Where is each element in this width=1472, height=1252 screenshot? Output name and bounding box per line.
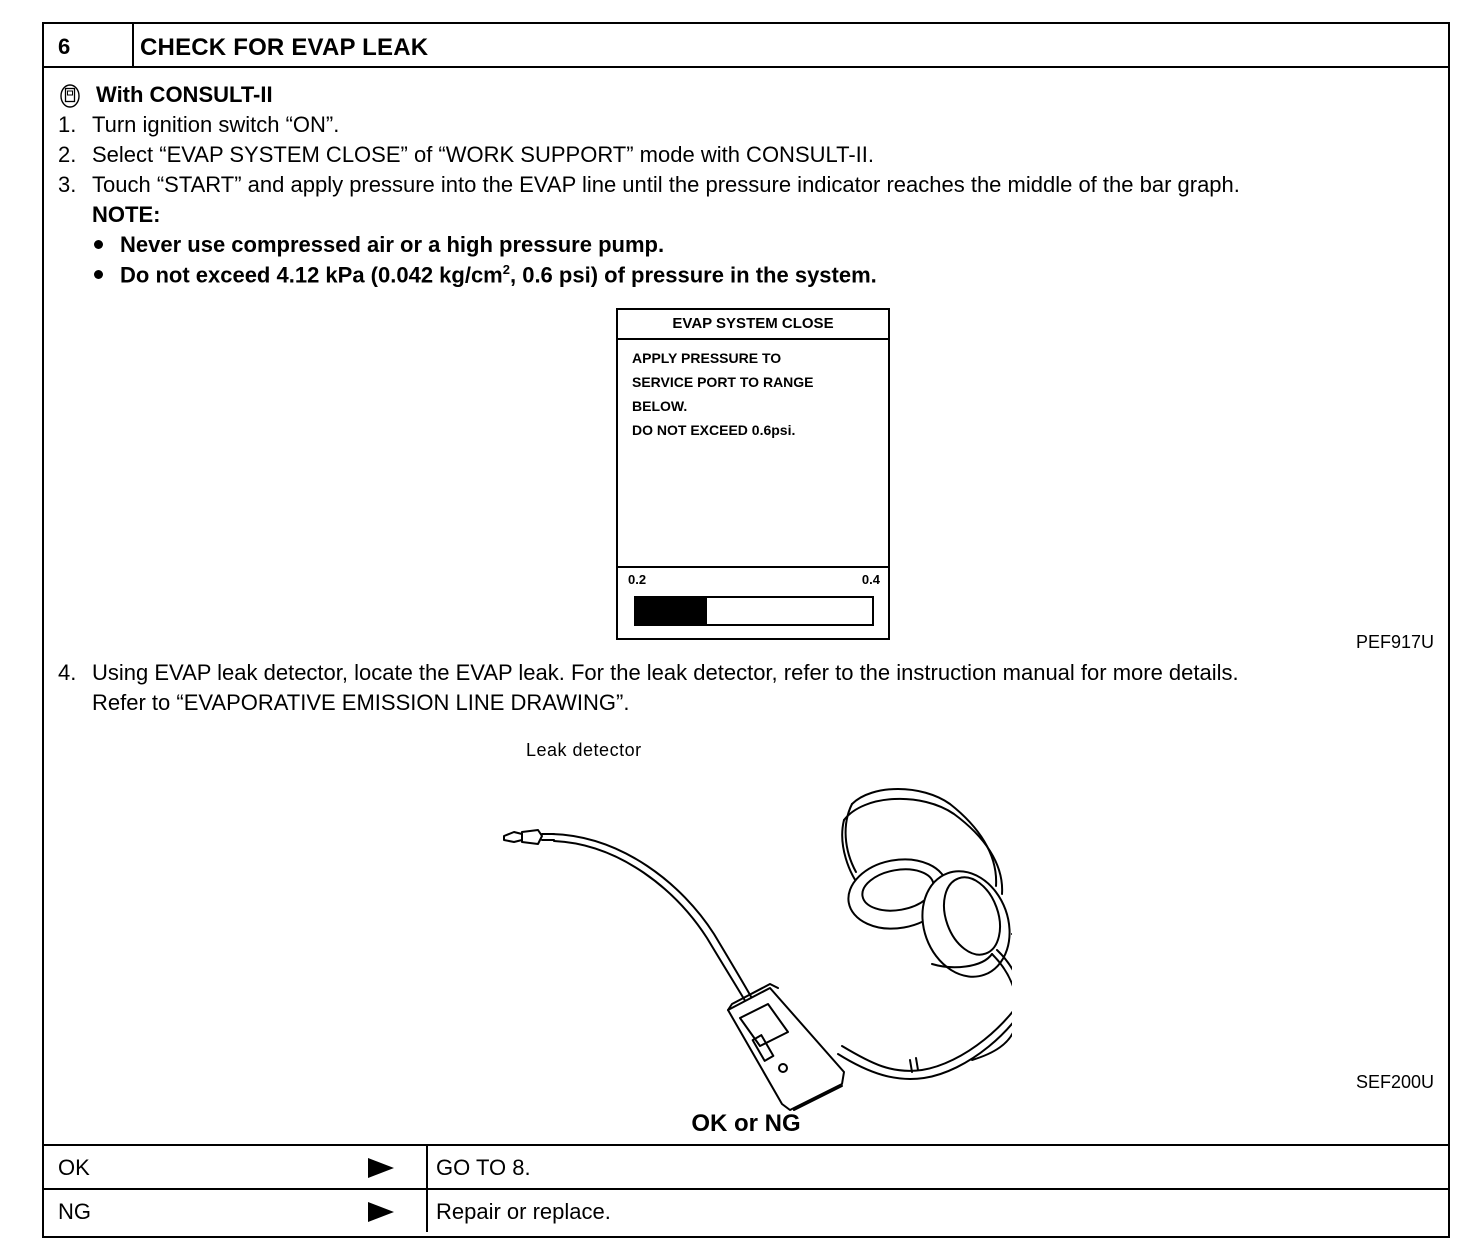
pressure-bar-graph (634, 596, 874, 626)
step-title: CHECK FOR EVAP LEAK (140, 34, 429, 61)
screen-title: EVAP SYSTEM CLOSE (618, 310, 888, 340)
result-label-ok: OK (58, 1155, 90, 1180)
scale-min: 0.2 (628, 572, 647, 587)
result-row-ng (44, 1188, 1448, 1232)
step-4-text: Using EVAP leak detector, locate the EVAP leak. For the leak detector, refer to the instruction manual for more details. (92, 660, 1239, 685)
row-divider (426, 1190, 428, 1232)
header-divider (132, 24, 134, 66)
note-bullet-1: Never use compressed air or a high pressure pump. (120, 232, 665, 257)
procedure-table (42, 22, 1450, 1238)
step-4-reference: Refer to “EVAPORATIVE EMISSION LINE DRAWING”. (92, 690, 630, 715)
step-number: 6 (58, 34, 71, 59)
screen-separator (618, 566, 888, 568)
figure-code-1: PEF917U (1355, 632, 1434, 652)
leak-detector-illustration (492, 774, 1012, 1114)
screen-line-1: APPLY PRESSURE TO (632, 350, 782, 366)
bullet-dot (94, 240, 103, 249)
pressure-bar-fill (636, 598, 707, 624)
step-header (44, 24, 1448, 68)
step-2-number: 2. (58, 142, 77, 167)
result-heading: OK or NG (691, 1110, 801, 1137)
step-2-text: Select “EVAP SYSTEM CLOSE” of “WORK SUPPORT” mode with CONSULT-II. (92, 142, 874, 167)
screen-line-4: DO NOT EXCEED 0.6psi. (632, 422, 796, 438)
result-action-ng: Repair or replace. (436, 1199, 611, 1224)
step-3-number: 3. (58, 172, 77, 197)
step-4-number: 4. (58, 660, 77, 685)
row-divider (426, 1146, 428, 1188)
step-3-text: Touch “START” and apply pressure into the EVAP line until the pressure indicator reaches the middle of the bar graph. (92, 172, 1240, 197)
screen-line-3: BELOW. (632, 398, 688, 414)
step-1-text: Turn ignition switch “ON”. (92, 112, 340, 137)
arrow-right-icon (368, 1158, 394, 1178)
note-label: NOTE: (92, 202, 161, 227)
evap-system-close-screen (616, 308, 890, 640)
step-1-number: 1. (58, 112, 77, 137)
scale-max: 0.4 (861, 572, 880, 587)
result-label-ng: NG (58, 1199, 91, 1224)
arrow-right-icon (368, 1202, 394, 1222)
consult-heading: With CONSULT-II (96, 82, 273, 107)
result-action-ok: GO TO 8. (436, 1155, 531, 1180)
leak-detector-label: Leak detector (526, 740, 642, 760)
figure-code-2: SEF200U (1355, 1072, 1434, 1092)
result-rows (44, 1144, 1448, 1232)
note-bullet-2: Do not exceed 4.12 kPa (0.042 $kg/cm^2$, 0.6 psi) of pressure in the system. (120, 262, 877, 288)
result-row-ok (44, 1144, 1448, 1188)
consult-tester-icon (60, 84, 80, 108)
bullet-dot (94, 270, 103, 279)
screen-line-2: SERVICE PORT TO RANGE (632, 374, 814, 390)
